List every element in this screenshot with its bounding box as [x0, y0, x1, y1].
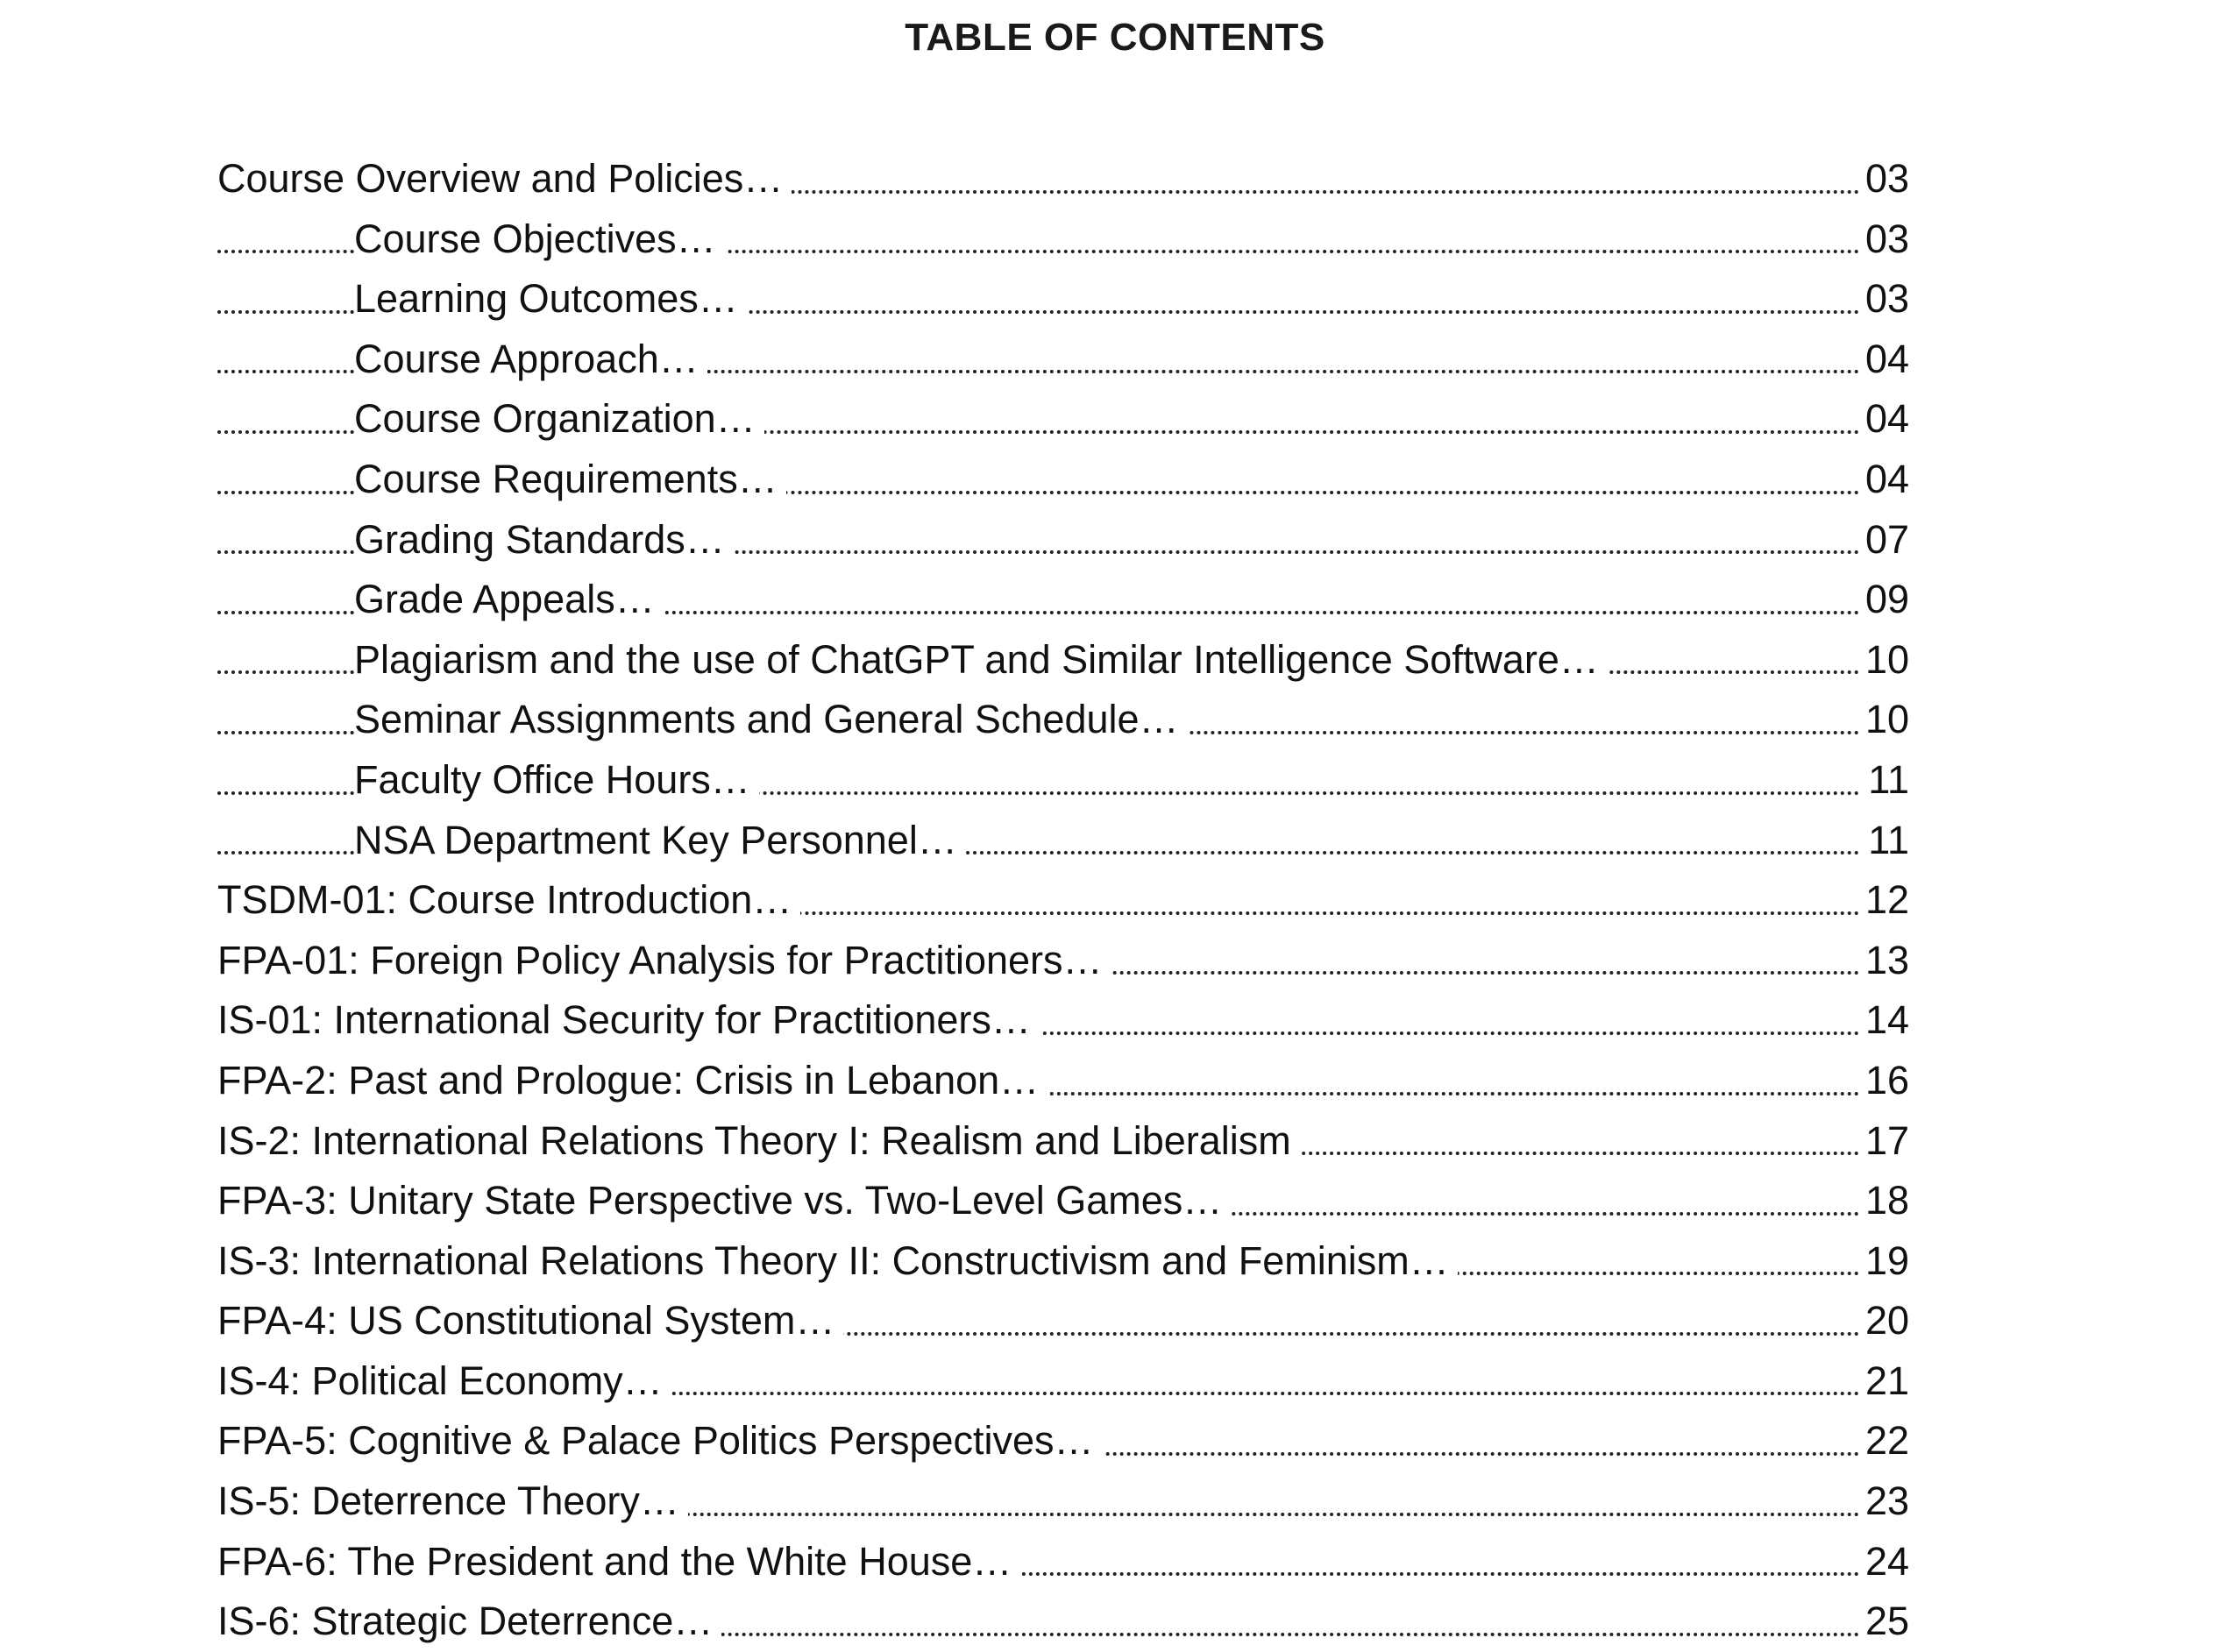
- toc-entry-page-number: 11: [1858, 811, 1909, 871]
- toc-subentry: [217, 570, 1909, 630]
- toc-entry-label: FPA-2: Past and Prologue: Crisis in Lebanon…: [217, 1058, 1048, 1103]
- toc-entry: [217, 1592, 1909, 1652]
- toc-entry-label: Seminar Assignments and General Schedule…: [354, 697, 1188, 741]
- toc-entry-page-number: 04: [1858, 389, 1909, 450]
- toc-entry-label: FPA-6: The President and the White House…: [217, 1539, 1020, 1584]
- toc-entry-page-number: 25: [1858, 1592, 1909, 1652]
- toc-entry-page-number: 22: [1858, 1411, 1909, 1471]
- toc-subentry: [217, 330, 1909, 390]
- toc-entry: [217, 1051, 1909, 1111]
- table-of-contents: [217, 149, 1909, 1652]
- toc-subentry: [217, 750, 1909, 811]
- toc-entry-label: Course Requirements…: [354, 457, 786, 501]
- toc-entry-page-number: 20: [1858, 1291, 1909, 1351]
- toc-entry-page-number: 04: [1858, 330, 1909, 390]
- toc-entry: [217, 1171, 1909, 1231]
- toc-entry-label: Plagiarism and the use of ChatGPT and Similar Intelligence Software…: [354, 637, 1608, 682]
- toc-entry-page-number: 09: [1858, 570, 1909, 630]
- toc-subentry: [217, 450, 1909, 510]
- toc-entry-label: IS-5: Deterrence Theory…: [217, 1478, 688, 1523]
- toc-entry-label: TSDM-01: Course Introduction…: [217, 877, 800, 922]
- toc-entry-page-number: 03: [1858, 149, 1909, 209]
- toc-subentry: [217, 630, 1909, 691]
- toc-entry-label: NSA Department Key Personnel…: [354, 818, 966, 862]
- toc-entry-page-number: 16: [1858, 1051, 1909, 1111]
- toc-entry-label: IS-4: Political Economy…: [217, 1358, 671, 1403]
- toc-entry-page-number: 10: [1858, 690, 1909, 750]
- toc-entry-label: Course Organization…: [354, 396, 764, 441]
- toc-entry-label: FPA-4: US Constitutional System…: [217, 1298, 843, 1343]
- toc-entry-label: IS-3: International Relations Theory II: Constructivism and Feminism…: [217, 1238, 1458, 1283]
- toc-entry-label: IS-2: International Relations Theory I: Realism and Liberalism: [217, 1118, 1300, 1163]
- toc-entry-label: Grading Standards…: [354, 517, 734, 562]
- toc-entry: [217, 1532, 1909, 1592]
- toc-entry-label: Course Overview and Policies…: [217, 156, 792, 201]
- toc-entry-label: Faculty Office Hours…: [354, 757, 759, 802]
- toc-entry-label: Learning Outcomes…: [354, 276, 747, 321]
- toc-entry-label: Course Objectives…: [354, 216, 725, 261]
- toc-entry: [217, 870, 1909, 931]
- toc-entry-label: FPA-5: Cognitive & Palace Politics Perspectives…: [217, 1418, 1103, 1463]
- toc-entry-label: Course Approach…: [354, 337, 707, 381]
- toc-entry-page-number: 21: [1858, 1351, 1909, 1412]
- toc-subentry: [217, 690, 1909, 750]
- toc-entry: [217, 990, 1909, 1051]
- toc-entry-label: IS-6: Strategic Deterrence…: [217, 1599, 721, 1643]
- toc-entry-label: Grade Appeals…: [354, 577, 664, 621]
- toc-entry: [217, 931, 1909, 991]
- toc-entry: [217, 1291, 1909, 1351]
- toc-entry: [217, 149, 1909, 209]
- toc-entry-page-number: 19: [1858, 1231, 1909, 1292]
- toc-entry-label: FPA-01: Foreign Policy Analysis for Practitioners…: [217, 938, 1111, 982]
- toc-entry-page-number: 07: [1858, 510, 1909, 571]
- toc-entry-page-number: 11: [1858, 750, 1909, 811]
- toc-entry: [217, 1411, 1909, 1471]
- toc-entry-page-number: 23: [1858, 1471, 1909, 1532]
- toc-entry-page-number: 03: [1858, 209, 1909, 270]
- toc-entry: [217, 1231, 1909, 1292]
- toc-entry: [217, 1471, 1909, 1532]
- toc-entry-page-number: 14: [1858, 990, 1909, 1051]
- toc-entry-page-number: 03: [1858, 269, 1909, 330]
- toc-entry-page-number: 17: [1858, 1111, 1909, 1172]
- toc-entry-label: FPA-3: Unitary State Perspective vs. Two-Level Games…: [217, 1178, 1231, 1223]
- toc-subentry: [217, 510, 1909, 571]
- page-title: TABLE OF CONTENTS: [905, 16, 1325, 59]
- toc-entry-page-number: 18: [1858, 1171, 1909, 1231]
- toc-subentry: [217, 209, 1909, 270]
- toc-subentry: [217, 389, 1909, 450]
- toc-entry-page-number: 24: [1858, 1532, 1909, 1592]
- toc-entry-label: IS-01: International Security for Practitioners…: [217, 997, 1040, 1042]
- toc-subentry: [217, 269, 1909, 330]
- toc-entry-page-number: 04: [1858, 450, 1909, 510]
- toc-entry: [217, 1111, 1909, 1172]
- toc-entry-page-number: 12: [1858, 870, 1909, 931]
- toc-subentry: [217, 811, 1909, 871]
- toc-entry-page-number: 10: [1858, 630, 1909, 691]
- toc-entry: [217, 1351, 1909, 1412]
- toc-entry-page-number: 13: [1858, 931, 1909, 991]
